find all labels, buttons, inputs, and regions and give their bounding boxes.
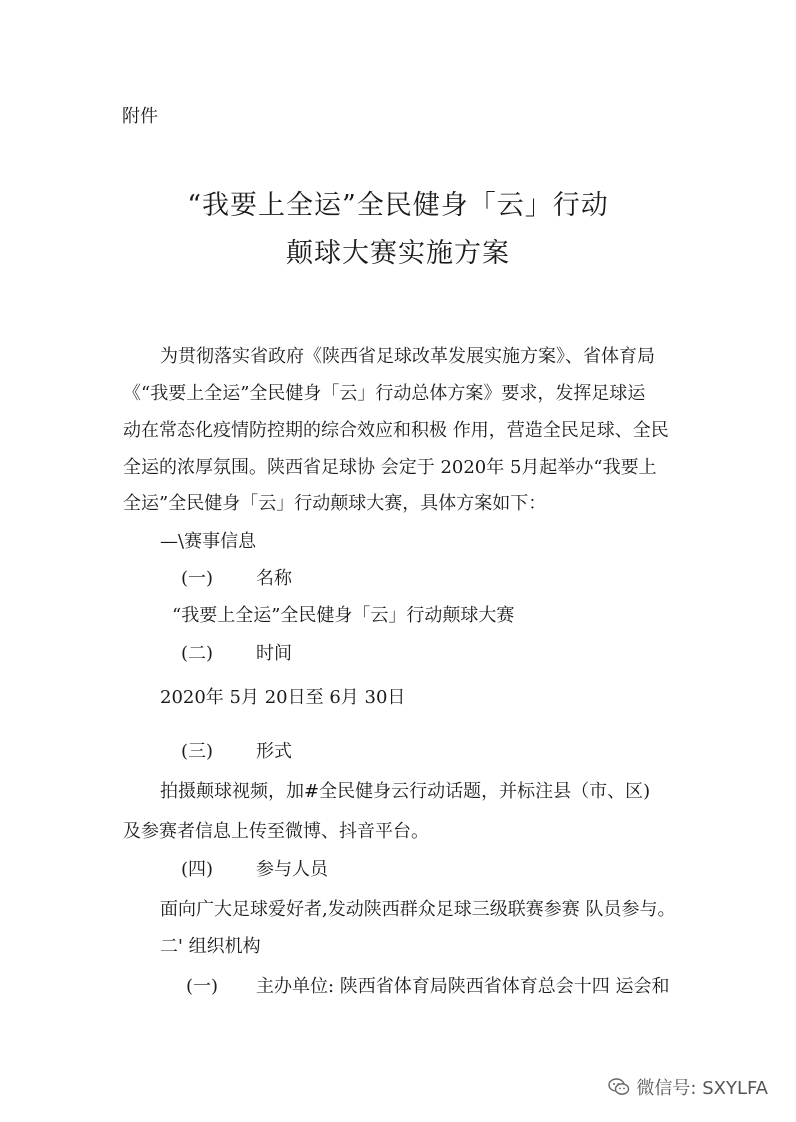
attachment-label: 附件 [122,106,158,127]
item-4-label: 参与人员 [256,859,328,880]
wechat-icon [608,1077,630,1097]
item-1-content: “我要上全运”全民健身「云」行动颠球大赛 [172,605,515,626]
item-4-content: 面向广大足球爱好者,发动陕西群众足球三级联赛参赛 队员参与。 [160,899,676,920]
item-3-label: 形式 [256,741,292,762]
item-2-content: 2020年 5月 20日至 6月 30日 [160,687,406,708]
item-3-content-line-1: 拍摄颠球视频，加#全民健身云行动话题，并标注县（市、区) [160,781,651,802]
document-title-line-1: “我要上全运”全民健身「云」行动 [187,190,609,221]
org-1-number: (一) [186,976,219,997]
item-3-number: (三) [181,741,214,762]
item-4-number: (四) [181,859,214,880]
watermark-text: 微信号: SXYLFA [636,1078,768,1099]
intro-line: 《“我要上全运”全民健身「云」行动总体方案》要求，发挥足球运 [123,383,646,404]
item-2-number: (二) [181,643,214,664]
intro-line: 全运的浓厚氛围。陕西省足球协 会定于 2020年 5月起举办“我要上 [123,457,657,478]
item-3-content-line-2: 及参赛者信息上传至微博、抖音平台。 [123,821,429,842]
intro-line: 为贯彻落实省政府《陕西省足球改革发展实施方案》、省体育局 [160,346,655,367]
item-2-label: 时间 [256,643,292,664]
section-2-title: 二' 组织机构 [160,936,261,957]
org-1-content: 主办单位: 陕西省体育局陕西省体育总会十四 运会和 [256,976,670,997]
document-title-line-2: 颠球大赛实施方案 [286,238,510,269]
section-1-title: —\赛事信息 [160,531,257,552]
item-1-number: (一) [181,568,214,589]
item-1-label: 名称 [256,568,292,589]
wechat-watermark [608,1074,768,1100]
intro-line: 全运”全民健身「云」行动颠球大赛，具体方案如下： [123,493,547,514]
intro-line: 动在常态化疫情防控期的综合效应和积极 作用，营造全民足球、全民 [123,420,669,441]
